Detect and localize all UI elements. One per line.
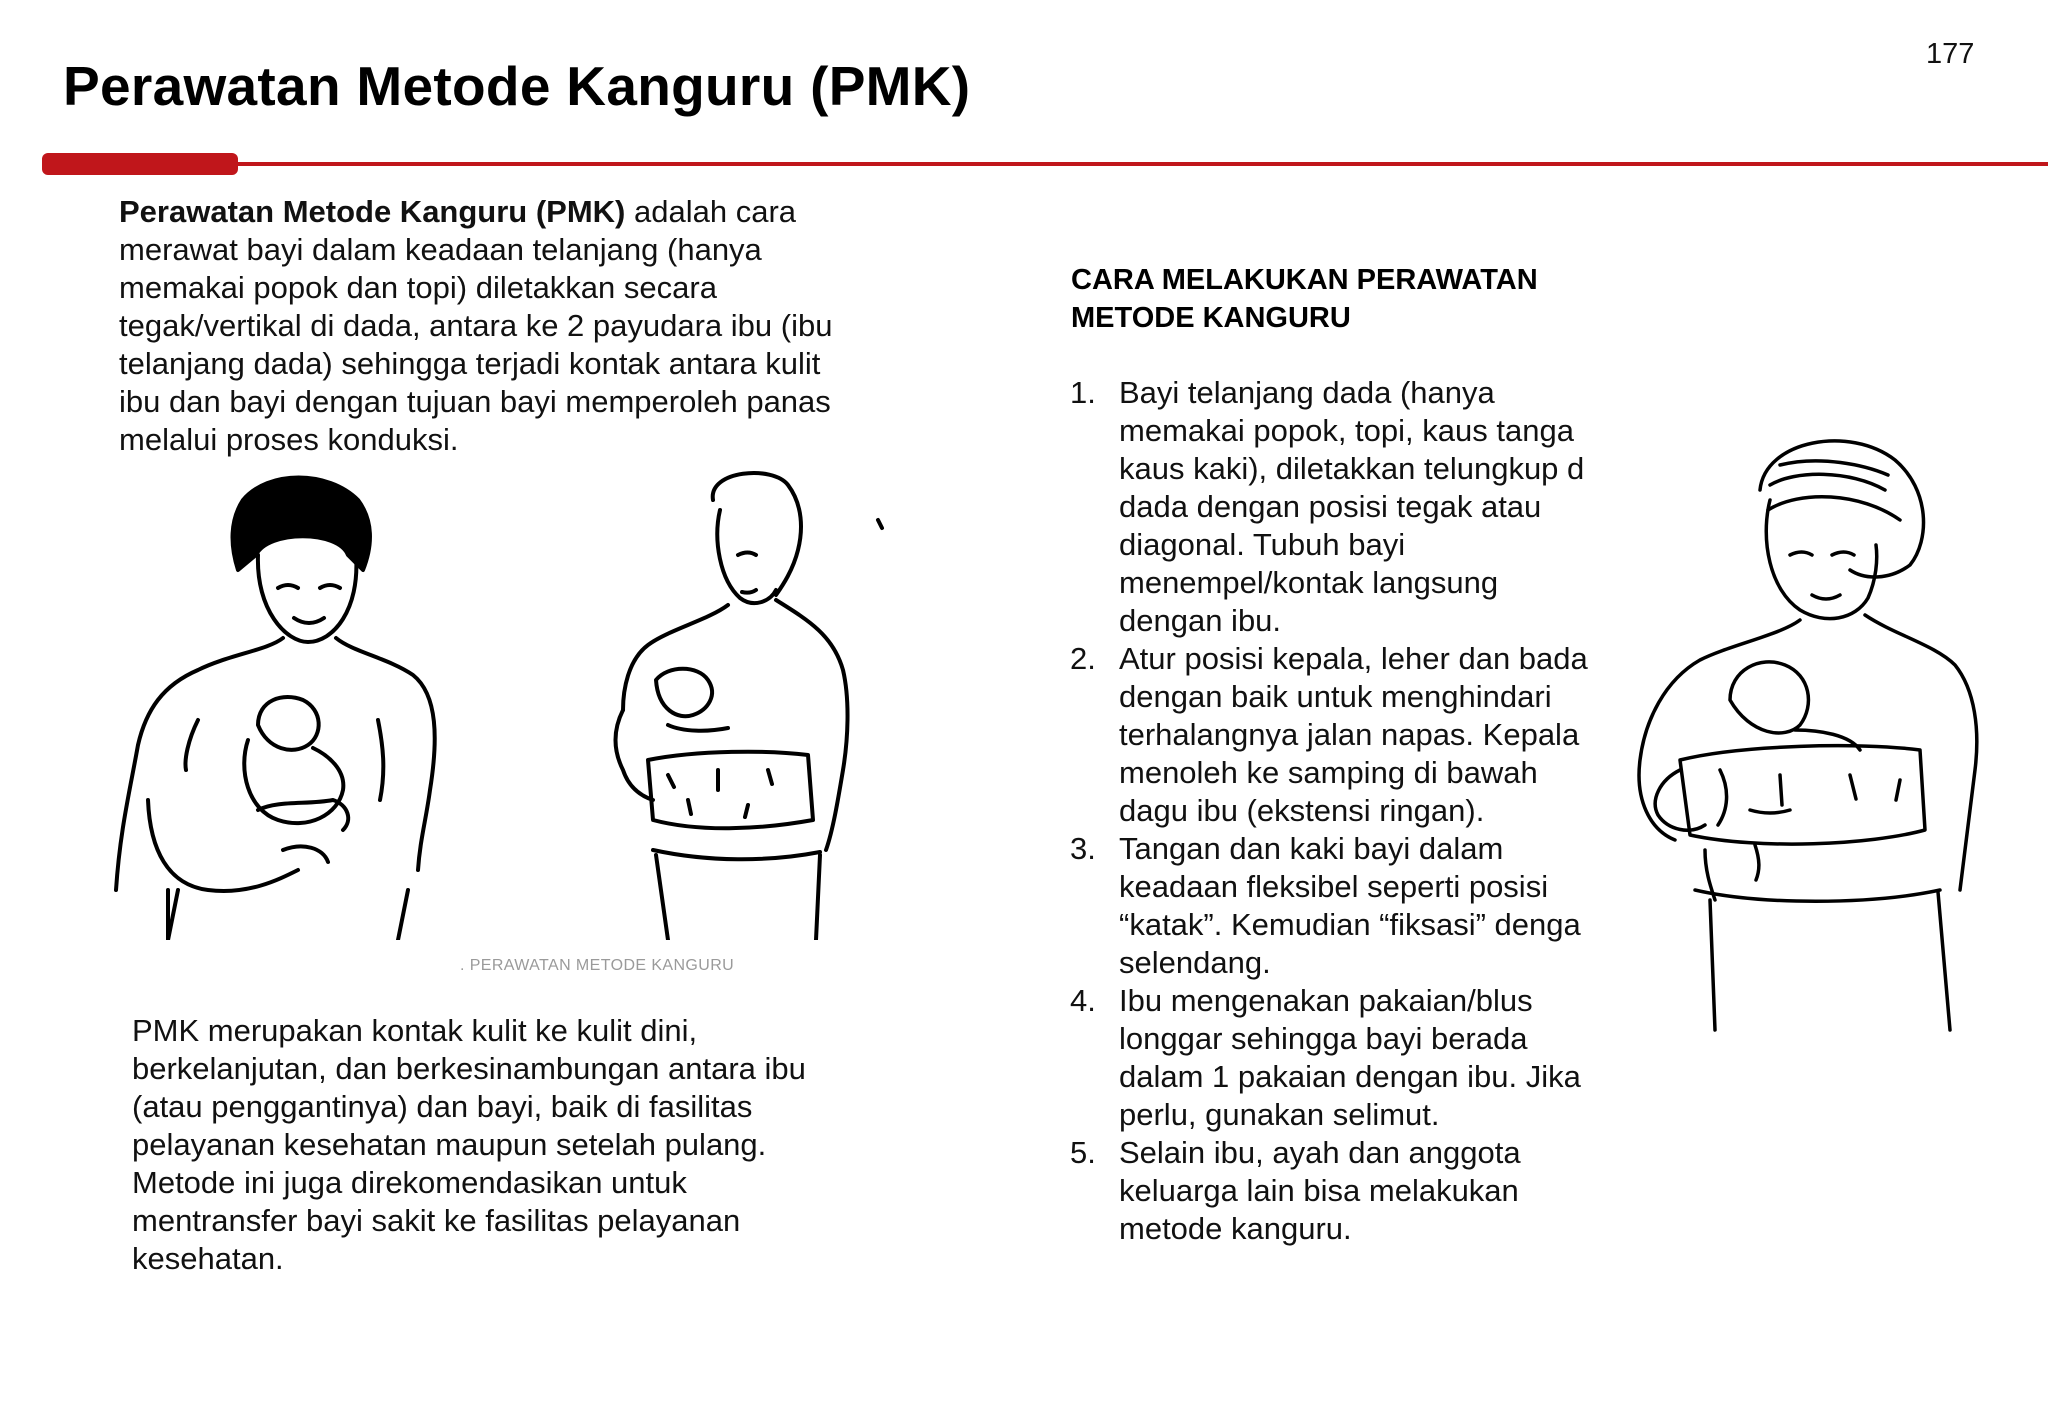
intro-paragraph	[119, 193, 949, 459]
step-item	[1066, 640, 1646, 830]
step-line: dengan ibu.	[1119, 603, 1282, 638]
step-line: Ibu mengenakan pakaian/blus	[1119, 983, 1533, 1018]
kangaroo-care-illustration-right	[1620, 430, 2020, 1040]
steps-list	[1066, 374, 1646, 1248]
step-line: kaus kaki), diletakkan telungkup d	[1119, 451, 1585, 486]
body-line: berkelanjutan, dan berkesinambungan antara ibu	[132, 1051, 806, 1086]
step-line: diagonal. Tubuh bayi	[1119, 527, 1406, 562]
body-line: mentransfer bayi sakit ke fasilitas pelayanan	[132, 1203, 741, 1238]
step-line: dada dengan posisi tegak atau	[1119, 489, 1542, 524]
step-item	[1066, 830, 1646, 982]
step-text	[1119, 982, 1646, 1134]
step-item	[1066, 374, 1646, 640]
step-line: perlu, gunakan selimut.	[1119, 1097, 1440, 1132]
step-line: “katak”. Kemudian “fiksasi” denga	[1119, 907, 1581, 942]
step-number: 2.	[1070, 641, 1096, 676]
step-text	[1119, 374, 1646, 640]
intro-term: Perawatan Metode Kanguru (PMK)	[119, 194, 626, 229]
step-line: dengan baik untuk menghindari	[1119, 679, 1552, 714]
intro-line: ibu dan bayi dengan tujuan bayi memperoleh panas	[119, 384, 831, 419]
body-line: Metode ini juga direkomendasikan untuk	[132, 1165, 687, 1200]
intro-line: adalah cara	[625, 194, 797, 229]
step-number: 3.	[1070, 831, 1096, 866]
step-line: longgar sehingga bayi berada	[1119, 1021, 1528, 1056]
title-rule-accent	[42, 153, 238, 175]
step-number: 5.	[1070, 1135, 1096, 1170]
page-number: 177	[1926, 38, 1975, 70]
step-line: metode kanguru.	[1119, 1211, 1352, 1246]
figure-caption: . PERAWATAN METODE KANGURU	[460, 957, 735, 974]
step-line: Selain ibu, ayah dan anggota	[1119, 1135, 1521, 1170]
mother-sling-drawing	[1639, 441, 1977, 1030]
step-line: dalam 1 pakaian dengan ibu. Jika	[1119, 1059, 1581, 1094]
step-item	[1066, 982, 1646, 1134]
page-title: Perawatan Metode Kanguru (PMK)	[63, 55, 971, 117]
intro-line: telanjang dada) sehingga terjadi kontak antara kulit	[119, 346, 821, 381]
step-number: 1.	[1070, 375, 1096, 410]
step-text	[1119, 830, 1646, 982]
step-line: selendang.	[1119, 945, 1271, 980]
step-text	[1119, 640, 1646, 830]
intro-line: merawat bayi dalam keadaan telanjang (hanya	[119, 232, 762, 267]
mother-front-drawing	[116, 478, 435, 941]
intro-line: memakai popok dan topi) diletakkan secara	[119, 270, 717, 305]
section-title-line: METODE KANGURU	[1071, 302, 1351, 334]
step-number: 4.	[1070, 983, 1096, 1018]
intro-line: melalui proses konduksi.	[119, 422, 459, 457]
step-line: Tangan dan kaki bayi dalam	[1119, 831, 1504, 866]
step-line: keadaan fleksibel seperti posisi	[1119, 869, 1549, 904]
steps-container	[1066, 374, 1646, 1254]
body-paragraph	[132, 1012, 952, 1278]
section-title-line: CARA MELAKUKAN PERAWATAN	[1071, 264, 1538, 296]
title-rule	[230, 162, 2048, 166]
step-line: Atur posisi kepala, leher dan bada	[1119, 641, 1588, 676]
step-line: dagu ibu (ekstensi ringan).	[1119, 793, 1485, 828]
kangaroo-care-illustration-left	[108, 470, 948, 940]
body-line: PMK merupakan kontak kulit ke kulit dini,	[132, 1013, 698, 1048]
step-line: Bayi telanjang dada (hanya	[1119, 375, 1495, 410]
body-line: pelayanan kesehatan maupun setelah pulang.	[132, 1127, 767, 1162]
body-line: (atau penggantinya) dan bayi, baik di fasilitas	[132, 1089, 753, 1124]
mother-side-drawing	[616, 473, 883, 940]
step-line: memakai popok, topi, kaus tanga	[1119, 413, 1574, 448]
step-item	[1066, 1134, 1646, 1248]
body-line: kesehatan.	[132, 1241, 284, 1276]
step-line: menempel/kontak langsung	[1119, 565, 1499, 600]
step-line: menoleh ke samping di bawah	[1119, 755, 1538, 790]
section-title	[1071, 261, 1611, 337]
step-line: terhalangnya jalan napas. Kepala	[1119, 717, 1580, 752]
step-text	[1119, 1134, 1646, 1248]
intro-line: tegak/vertikal di dada, antara ke 2 payudara ibu (ibu	[119, 308, 833, 343]
step-line: keluarga lain bisa melakukan	[1119, 1173, 1519, 1208]
